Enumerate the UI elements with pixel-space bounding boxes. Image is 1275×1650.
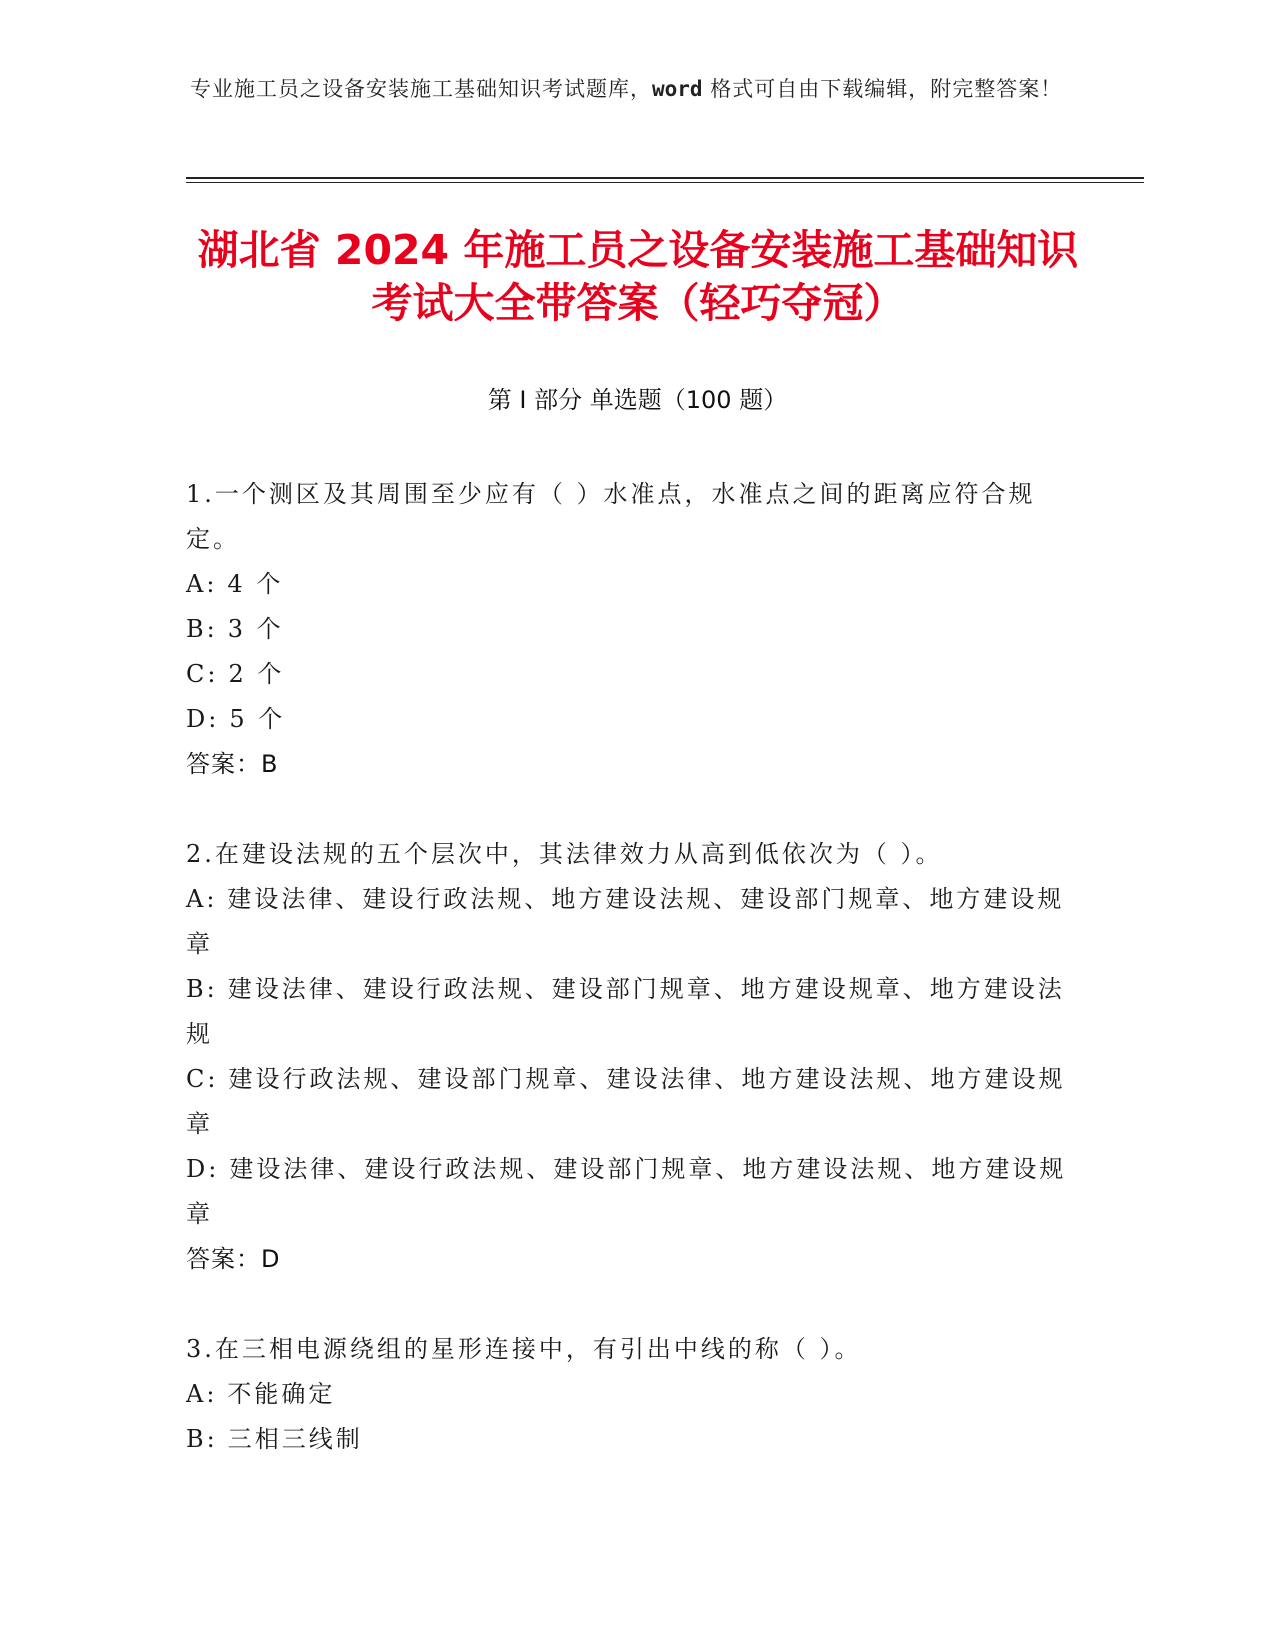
option-text: 5 个 bbox=[229, 705, 286, 733]
option-d bbox=[186, 1147, 1076, 1237]
question-stem: 3.在三相电源绕组的星形连接中，有引出中线的称（ ）。 bbox=[186, 1335, 862, 1363]
option-key: D: bbox=[186, 1155, 220, 1183]
question-1 bbox=[186, 472, 1076, 787]
option-b bbox=[186, 607, 1076, 652]
header-rule-thin bbox=[186, 182, 1144, 183]
option-key: D: bbox=[186, 705, 220, 733]
section-title: 第 I 部分 单选题（100 题） bbox=[487, 386, 788, 414]
option-key: A: bbox=[186, 885, 218, 913]
option-c bbox=[186, 1057, 1076, 1147]
option-b bbox=[186, 967, 1076, 1057]
option-text: 不能确定 bbox=[227, 1380, 336, 1408]
option-key: C: bbox=[186, 660, 219, 688]
answer-label: 答案：B bbox=[186, 750, 279, 778]
option-a bbox=[186, 562, 1076, 607]
option-text: 3 个 bbox=[227, 615, 284, 643]
question-2 bbox=[186, 832, 1076, 1282]
header-note bbox=[190, 74, 1090, 104]
option-key: A: bbox=[186, 570, 218, 598]
question-3 bbox=[186, 1327, 1076, 1462]
header-rule-thick bbox=[186, 177, 1144, 179]
option-text: 建设法律、建设行政法规、地方建设法规、建设部门规章、地方建设规章 bbox=[186, 885, 1065, 958]
option-text: 2 个 bbox=[228, 660, 285, 688]
answer-label: 答案：D bbox=[186, 1245, 281, 1273]
header-note-part2: 格式可自由下载编辑，附完整答案！ bbox=[702, 77, 1063, 101]
question-stem: 1.一个测区及其周围至少应有（ ）水准点，水准点之间的距离应符合规定。 bbox=[186, 480, 1036, 553]
option-text: 4 个 bbox=[227, 570, 284, 598]
option-key: B: bbox=[186, 1425, 218, 1453]
option-text: 三相三线制 bbox=[227, 1425, 363, 1453]
option-a bbox=[186, 1372, 1076, 1417]
option-key: B: bbox=[186, 975, 218, 1003]
option-b bbox=[186, 1417, 1076, 1462]
question-list bbox=[186, 472, 1076, 1507]
option-text: 建设法律、建设行政法规、建设部门规章、地方建设规章、地方建设法规 bbox=[186, 975, 1065, 1048]
option-a bbox=[186, 877, 1076, 967]
option-d bbox=[186, 697, 1076, 742]
header-note-word: word bbox=[652, 77, 703, 101]
header-note-part1: 专业施工员之设备安装施工基础知识考试题库， bbox=[190, 77, 652, 101]
question-stem: 2.在建设法规的五个层次中，其法律效力从高到低依次为（ ）。 bbox=[186, 840, 943, 868]
option-key: B: bbox=[186, 615, 218, 643]
document-title: 湖北省 2024 年施工员之设备安装施工基础知识考试大全带答案（轻巧夺冠） bbox=[197, 226, 1079, 327]
option-c bbox=[186, 652, 1076, 697]
option-key: A: bbox=[186, 1380, 218, 1408]
option-text: 建设法律、建设行政法规、建设部门规章、地方建设法规、地方建设规章 bbox=[186, 1155, 1067, 1228]
option-key: C: bbox=[186, 1065, 219, 1093]
option-text: 建设行政法规、建设部门规章、建设法律、地方建设法规、地方建设规章 bbox=[186, 1065, 1066, 1138]
